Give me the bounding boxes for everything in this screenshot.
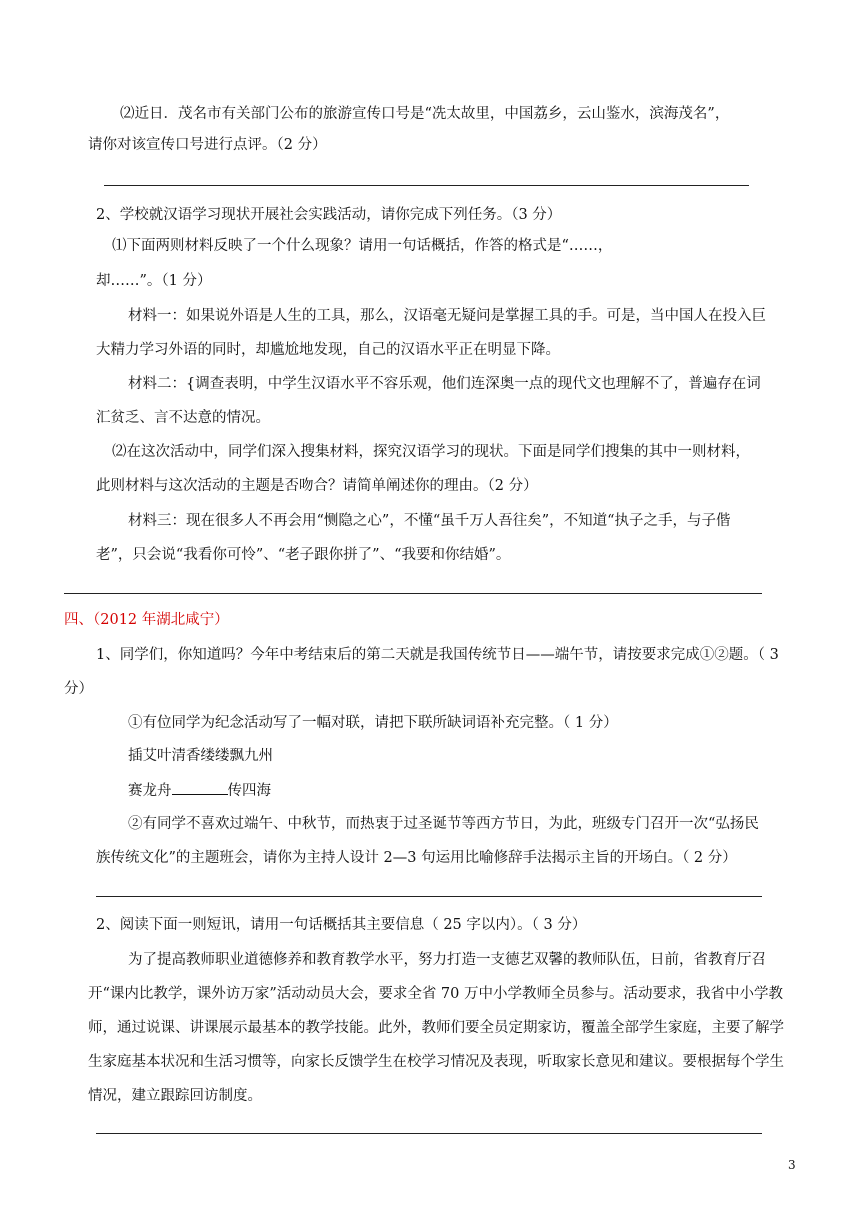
answer-line	[96, 1133, 762, 1134]
question-1-line2: 分）	[64, 681, 93, 697]
material-3-line2: 老”，只会说“我看你可怜”、“老子跟你拼了”、“我要和你结婚”。	[96, 547, 511, 563]
material-2-line1: 材料二：{调查表明，中学生汉语水平不容乐观，他们连深奥一点的现代文也理解不了，普遍存在词	[128, 376, 761, 392]
question-2-line: 2、阅读下面一则短讯，请用一句话概括其主要信息（ 25 字以内）。（ 3 分）	[96, 917, 587, 933]
passage-line4: 生家庭基本状况和生活习惯等，向家长反馈学生在校学习情况及表现，听取家长意见和建议。要根据每个学生	[88, 1054, 784, 1070]
sub-question-1-line2: 却……”。（1 分）	[96, 273, 212, 289]
question-1-line1: 1、同学们，你知道吗？今年中考结束后的第二天就是我国传统节日——端午节，请按要求完成①②题。（ 3	[96, 647, 779, 663]
couplet-lower	[128, 780, 271, 801]
task-2-line2: 族传统文化”的主题班会，请你为主持人设计 2—3 句运用比喻修辞手法揭示主旨的开场白。（ 2 分）	[96, 850, 737, 866]
passage-line5: 情况，建立跟踪回访制度。	[88, 1088, 262, 1104]
answer-line	[104, 185, 749, 186]
section-4-heading: 四、（2012 年湖北咸宁）	[64, 612, 229, 628]
page-number: 3	[788, 1158, 796, 1172]
material-1-line1: 材料一：如果说外语是人生的工具，那么，汉语毫无疑问是掌握工具的手。可是，当中国人在投入巨	[128, 308, 766, 324]
q2-text-line2: 请你对该宣传口号进行点评。（2 分）	[88, 137, 327, 153]
couplet-upper: 插艾叶清香缕缕飘九州	[128, 748, 273, 764]
sub-question-2-line2: 此则材料与这次活动的主题是否吻合？请简单阐述你的理由。（2 分）	[96, 478, 538, 494]
material-3-line1: 材料三：现在很多人不再会用“恻隐之心”，不懂“虽千万人吾往矣”，不知道“执子之手，与子偕	[128, 513, 731, 529]
task-1-prompt: ①有位同学为纪念活动写了一幅对联，请把下联所缺词语补充完整。（ 1 分）	[128, 715, 618, 731]
sub-question-2-line1: ⑵在这次活动中，同学们深入搜集材料，探究汉语学习的现状。下面是同学们搜集的其中一则材料，	[112, 444, 750, 460]
material-2-line2: 汇贫乏、言不达意的情况。	[96, 410, 270, 426]
fill-in-blank[interactable]	[172, 780, 228, 795]
material-1-line2: 大精力学习外语的同时，却尴尬地发现，自己的汉语水平正在明显下降。	[96, 342, 560, 358]
couplet-lower-prefix: 赛龙舟	[128, 783, 172, 799]
answer-line	[96, 896, 762, 897]
couplet-lower-suffix: 传四海	[227, 783, 271, 799]
passage-line1: 为了提高教师职业道德修养和教育教学水平，努力打造一支德艺双馨的教师队伍，日前，省教育厅召	[128, 952, 766, 968]
q2-text-line1: ⑵近日．茂名市有关部门公布的旅游宣传口号是“冼太故里，中国荔乡，云山鉴水，滨海茂名”，	[120, 106, 730, 122]
section-divider	[64, 593, 762, 594]
question-2-intro: 2、学校就汉语学习现状开展社会实践活动，请你完成下列任务。（3 分）	[96, 207, 562, 223]
task-2-line1: ②有同学不喜欢过端午、中秋节，而热衷于过圣诞节等西方节日，为此，班级专门召开一次“弘扬民	[128, 816, 759, 832]
passage-line2: 开“课内比教学，课外访万家”活动动员大会，要求全省 70 万中小学教师全员参与。活动要求，我省中小学教	[88, 986, 783, 1002]
passage-line3: 师，通过说课、讲课展示最基本的教学技能。此外，教师们要全员定期家访，覆盖全部学生家庭，主要了解学	[88, 1020, 784, 1036]
sub-question-1-line1: ⑴下面两则材料反映了一个什么现象？请用一句话概括，作答的格式是“……，	[112, 238, 613, 254]
